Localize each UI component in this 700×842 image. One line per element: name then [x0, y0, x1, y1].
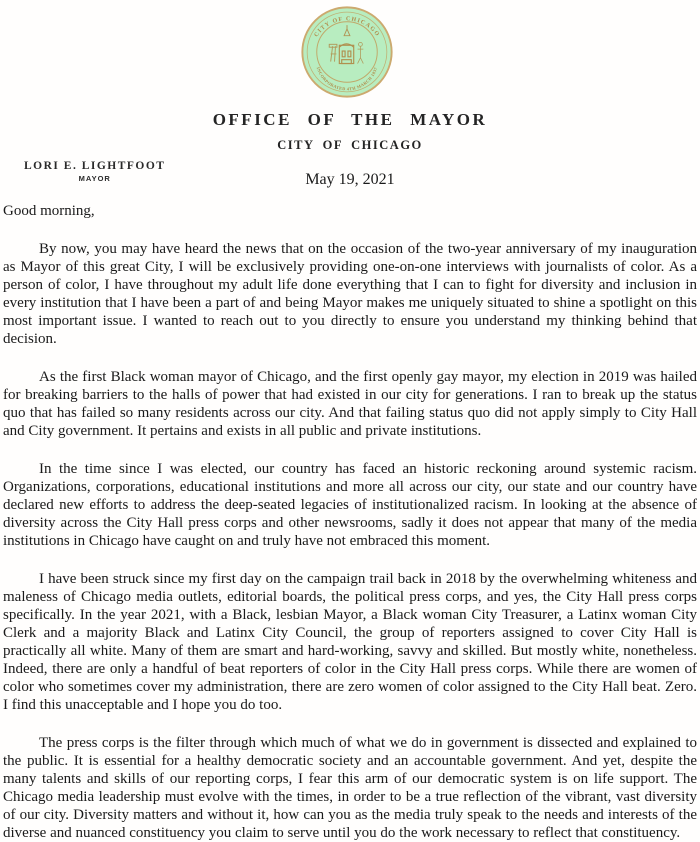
letter-paragraph: As the first Black woman mayor of Chicago, and the first openly gay mayor, my election in 2019 was hailed for breaking barriers to the halls of power that had existed in our city for generations. I ran to break up the status quo that has failed so many residents across our city. And that failing status quo did not apply simply to City Hall and City government. It pertains and exists in all public and private institutions. — [3, 369, 697, 439]
seal-top-text: CITY OF CHICAGO — [313, 16, 381, 39]
letter-paragraph: The press corps is the filter through which much of what we do in government is dissected and explained to the public. It is essential for a healthy democratic society and an accountable government. And yet, despite the many talents and skills of our reporting corps, I fear this arm of our democratic system is on life support. The Chicago media leadership must evolve with the times, in order to be a true reflection of the vibrant, vast diversity of our city. Diversity matters and without it, how can you as the media truly speak to the needs and interests of the diverse and nuanced constituency you claim to serve until you do the work necessary to reflect that constituency. — [3, 735, 697, 841]
city-subtitle: CITY OF CHICAGO — [277, 138, 423, 152]
letter-paragraph: I have been struck since my first day on the campaign trail back in 2018 by the overwhelming whiteness and maleness of Chicago media outlets, editorial boards, the political press corps, and yes, the City Hall press corps specifically. In the year 2021, with a Black, lesbian Mayor, a Black woman City Treasurer, a Latinx woman City Clerk and a majority Black and Latinx City Council, the group of reporters assigned to cover City Hall is practically all white. Many of them are smart and hard-working, savvy and skilled. But mostly white, nonetheless. Indeed, there are only a handful of beat reporters of color in the City Hall press corps. While there are women of color who sometimes cover my administration, there are zero women of color assigned to the City Hall beat. Zero. I find this unacceptable and I hope you do too. — [3, 571, 697, 713]
seal-bottom-text: INCORPORATED 4TH MARCH 1837 — [315, 66, 379, 92]
letter-date: May 19, 2021 — [305, 171, 395, 188]
official-name: LORI E. LIGHTFOOT — [24, 160, 166, 172]
letter-paragraph: In the time since I was elected, our country has faced an historic reckoning around systemic racism. Organizations, corporations, educational institutions and more all across our city, our state and our country have declared new efforts to address the deep-seated legacies of institutionalized racism. In looking at the absence of diversity across the City Hall press corps and other newsrooms, sadly it does not appear that many of the media institutions in Chicago have caught on and truly have not embraced this moment. — [3, 461, 697, 549]
letter-body — [3, 202, 697, 842]
chicago-city-seal-icon — [299, 3, 395, 101]
official-title: MAYOR — [78, 174, 111, 183]
letter-paragraph: By now, you may have heard the news that on the occasion of the two-year anniversary of my inauguration as Mayor of this great City, I will be exclusively providing one-on-one interviews with journalists of color. As a person of color, I have throughout my adult life done everything that I can to fight for diversity and inclusion in every institution that I have been a part of and being Mayor makes me uniquely situated to shine a spotlight on this most important issue. I wanted to reach out to you directly to ensure you understand my thinking behind that decision. — [3, 241, 697, 347]
office-title: OFFICE OF THE MAYOR — [212, 110, 488, 129]
salutation: Good morning, — [3, 203, 95, 219]
